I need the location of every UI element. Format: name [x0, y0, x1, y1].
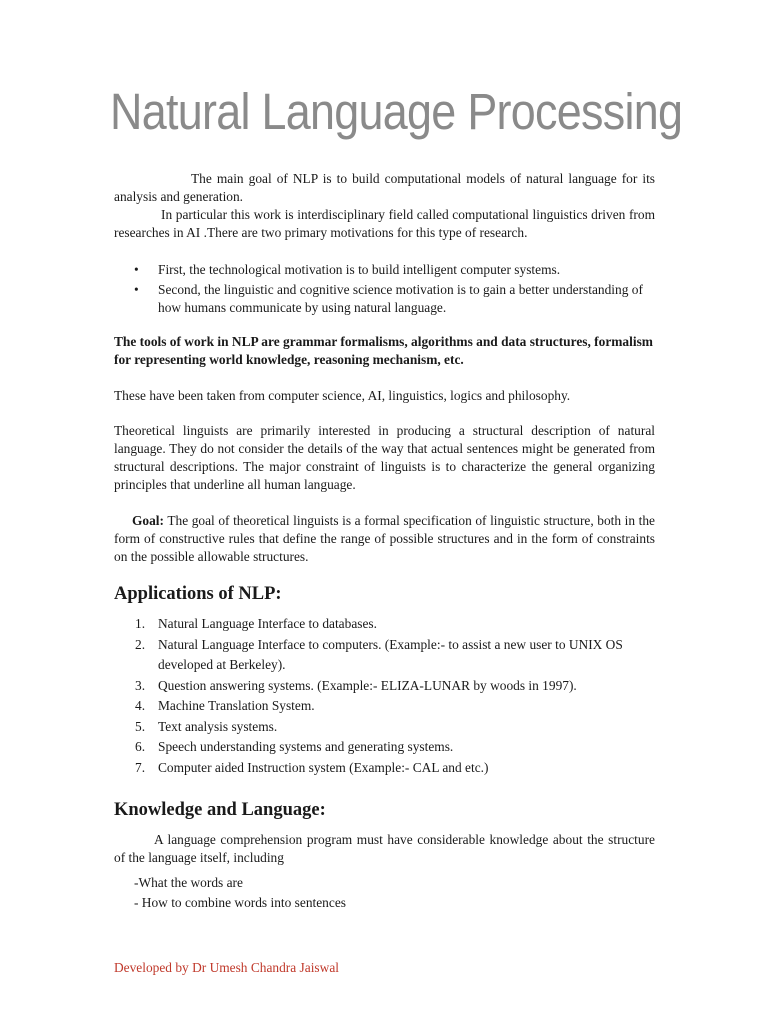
applications-list — [114, 614, 655, 778]
list-item-number: 1. — [135, 616, 146, 631]
list-item-text: Speech understanding systems and generating systems. — [158, 739, 454, 754]
list-item — [114, 696, 655, 717]
bullet-icon: • — [134, 282, 139, 297]
goal-text: The goal of theoretical linguists is a formal specification of linguistic structure, both in the form of constructive rules that define the range of possible structures and in the form of constraints on the possible allowable structures. — [114, 513, 655, 564]
knowledge-heading: Knowledge and Language: — [114, 800, 326, 820]
list-item — [114, 717, 655, 738]
applications-heading: Applications of NLP: — [114, 584, 282, 604]
list-item-text: Natural Language Interface to computers. (Example:- to assist a new user to UNIX OS developed at Berkeley). — [158, 636, 623, 672]
list-item-number: 4. — [135, 698, 146, 713]
intro-paragraph-1: The main goal of NLP is to build computational models of natural language for its analysis and generation. — [114, 171, 655, 204]
knowledge-paragraph: A language comprehension program must have considerable knowledge about the structure of the language itself, including — [114, 832, 655, 865]
list-item — [114, 635, 655, 676]
list-item — [114, 281, 655, 317]
list-item-number: 3. — [135, 677, 146, 693]
document-page — [110, 0, 683, 1024]
list-item-text: Question answering systems. (Example:- ELIZA-LUNAR by woods in 1997). — [158, 677, 577, 693]
list-item-text: Natural Language Interface to databases. — [158, 616, 377, 631]
sources-paragraph: These have been taken from computer science, AI, linguistics, logics and philosophy. — [114, 388, 571, 403]
list-item-text: Computer aided Instruction system (Example:- CAL and etc.) — [158, 759, 489, 775]
list-item-number: 6. — [135, 739, 146, 754]
list-item-text: Machine Translation System. — [158, 698, 315, 713]
tools-paragraph: The tools of work in NLP are grammar formalisms, algorithms and data structures, formalism for representing world knowledge, reasoning mechanism, etc. — [114, 334, 653, 367]
list-item-number: 7. — [135, 759, 146, 775]
goal-paragraph — [114, 512, 655, 566]
knowledge-point: -What the words are — [134, 875, 243, 890]
list-item-text: First, the technological motivation is to build intelligent computer systems. — [158, 262, 561, 277]
bullet-icon: • — [134, 262, 139, 277]
list-item — [114, 758, 655, 779]
list-item-number: 2. — [135, 636, 146, 652]
list-item — [114, 676, 655, 697]
list-item — [114, 737, 655, 758]
theoretical-paragraph: Theoretical linguists are primarily interested in producing a structural description of natural language. They do not consider the details of the way that actual sentences might be generated from structural descriptions. The major constraint of linguists is to characterize the general organizing principles that underline all human language. — [114, 423, 655, 492]
goal-label: Goal: — [132, 513, 164, 528]
list-item-text: Text analysis systems. — [158, 718, 278, 734]
list-item — [114, 614, 655, 635]
list-item — [114, 261, 655, 279]
intro-paragraph-2: In particular this work is interdisciplinary field called computational linguistics driven from researches in AI .There are two primary motivations for this type of research. — [114, 207, 655, 240]
knowledge-point: - How to combine words into sentences — [134, 895, 346, 910]
page-title: Natural Language Processing — [110, 83, 683, 140]
list-item-text: Second, the linguistic and cognitive science motivation is to gain a better understanding of how humans communicate by using natural language. — [158, 282, 643, 315]
author-footer: Developed by Dr Umesh Chandra Jaiswal — [114, 960, 339, 975]
list-item-number: 5. — [135, 718, 146, 734]
motivation-list — [114, 261, 655, 319]
